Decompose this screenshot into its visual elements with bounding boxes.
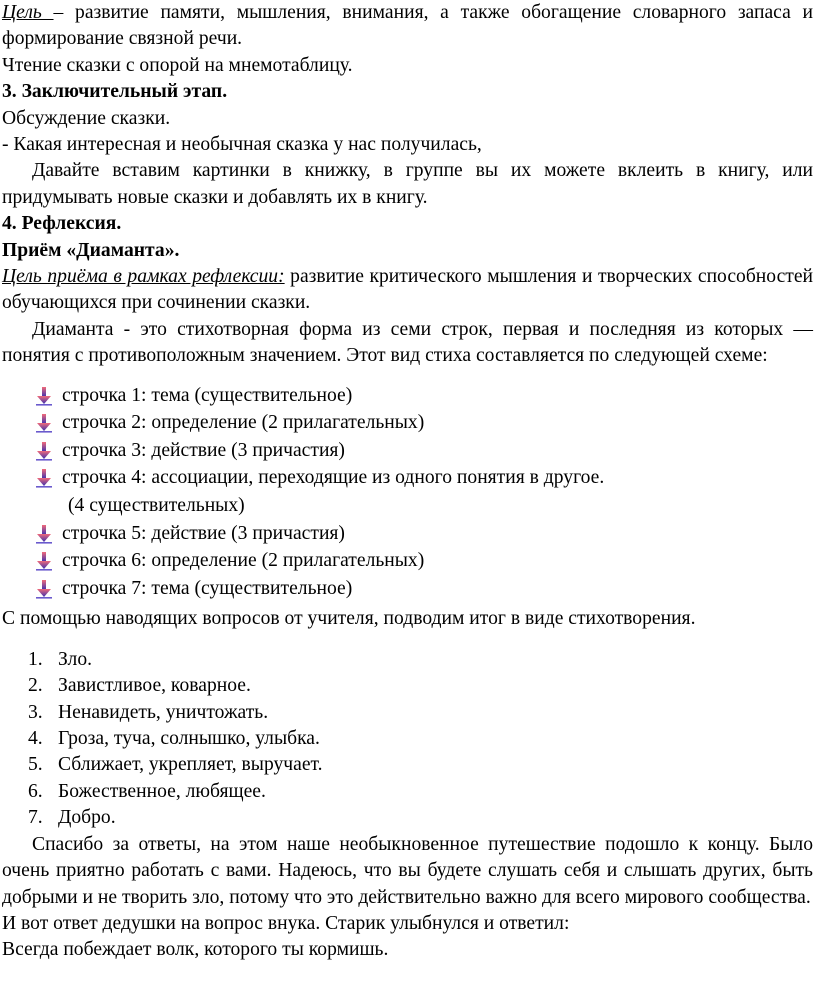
goal-text: – развитие памяти, мышления, внимания, а также обогащение словарного запаса и формирование связной речи. <box>2 2 814 50</box>
down-arrow-icon <box>34 579 54 599</box>
reading-line: Чтение сказки с опорой на мнемотаблицу. <box>2 54 353 76</box>
discussion-line: Обсуждение сказки. <box>2 107 171 129</box>
suggestion-paragraph: Давайте вставим картинки в книжку, в группе вы их можете вклеить в книгу, или придумывать новые сказки и добавлять их в книгу. <box>2 160 813 208</box>
scheme-item: строчка 7: тема (существительное) <box>0 575 816 603</box>
grandpa-line: И вот ответ дедушки на вопрос внука. Старик улыбнулся и ответил: <box>2 912 570 934</box>
closing-paragraph: Спасибо за ответы, на этом наше необыкновенное путешествие подошло к концу. Было очень приятно работать с вами. Надеюсь, что вы будете слушать себя и слышать других, быть добрыми и не творить зло, потому что это действительно важно для всего мирового сообщества. <box>2 833 813 908</box>
down-arrow-icon <box>34 441 54 461</box>
question-line: - Какая интересная и необычная сказка у нас получилась, <box>2 134 482 156</box>
diamante-description: Диаманта - это стихотворная форма из семи строк, первая и последняя из которых — понятия с противоположным значением. Этот вид стиха составляется по следующей схеме: <box>2 318 813 367</box>
poem-line: 2. Завистливое, коварное. <box>28 675 251 697</box>
down-arrow-icon <box>34 468 54 488</box>
goal-paragraph <box>0 0 816 53</box>
poem-line: 6. Божественное, любящее. <box>28 780 266 802</box>
scheme-item-continuation: (4 существительных) <box>68 495 245 517</box>
down-arrow-icon <box>34 386 54 406</box>
down-arrow-icon <box>34 413 54 433</box>
method-goal-paragraph <box>0 264 816 317</box>
scheme-item: строчка 6: определение (2 прилагательных) <box>0 547 816 575</box>
down-arrow-icon <box>34 524 54 544</box>
stage3-heading: 3. Заключительный этап. <box>2 81 228 103</box>
method-heading: Приём «Диаманта». <box>2 239 180 261</box>
poem-line: 7. Добро. <box>28 807 116 829</box>
scheme-item: строчка 5: действие (3 причастия) <box>0 520 816 548</box>
goal-label: Цель <box>2 2 54 23</box>
poem-line: 4. Гроза, туча, солнышко, улыбка. <box>28 728 320 750</box>
stage4-heading: 4. Рефлексия. <box>2 213 122 235</box>
scheme-list <box>0 382 816 603</box>
scheme-item: строчка 3: действие (3 причастия) <box>0 437 816 465</box>
moral-line: Всегда побеждает волк, которого ты кормишь. <box>2 939 389 961</box>
poem-list <box>0 647 816 832</box>
scheme-item: строчка 2: определение (2 прилагательных) <box>0 409 816 437</box>
poem-line: 3. Ненавидеть, уничтожать. <box>28 701 269 723</box>
method-goal-label: Цель приёма в рамках рефлексии: <box>2 266 285 288</box>
scheme-item: строчка 1: тема (существительное) <box>0 382 816 410</box>
method-goal-text: развитие критического мышления и творческих способностей обучающихся при сочинении сказки. <box>2 266 814 314</box>
poem-line: 5. Сближает, укрепляет, выручает. <box>28 754 323 776</box>
down-arrow-icon <box>34 551 54 571</box>
summary-intro: С помощью наводящих вопросов от учителя, подводим итог в виде стихотворения. <box>2 608 696 630</box>
scheme-item: строчка 4: ассоциации, переходящие из одного понятия в другое. <box>0 464 816 492</box>
poem-line: 1. Зло. <box>28 648 93 670</box>
